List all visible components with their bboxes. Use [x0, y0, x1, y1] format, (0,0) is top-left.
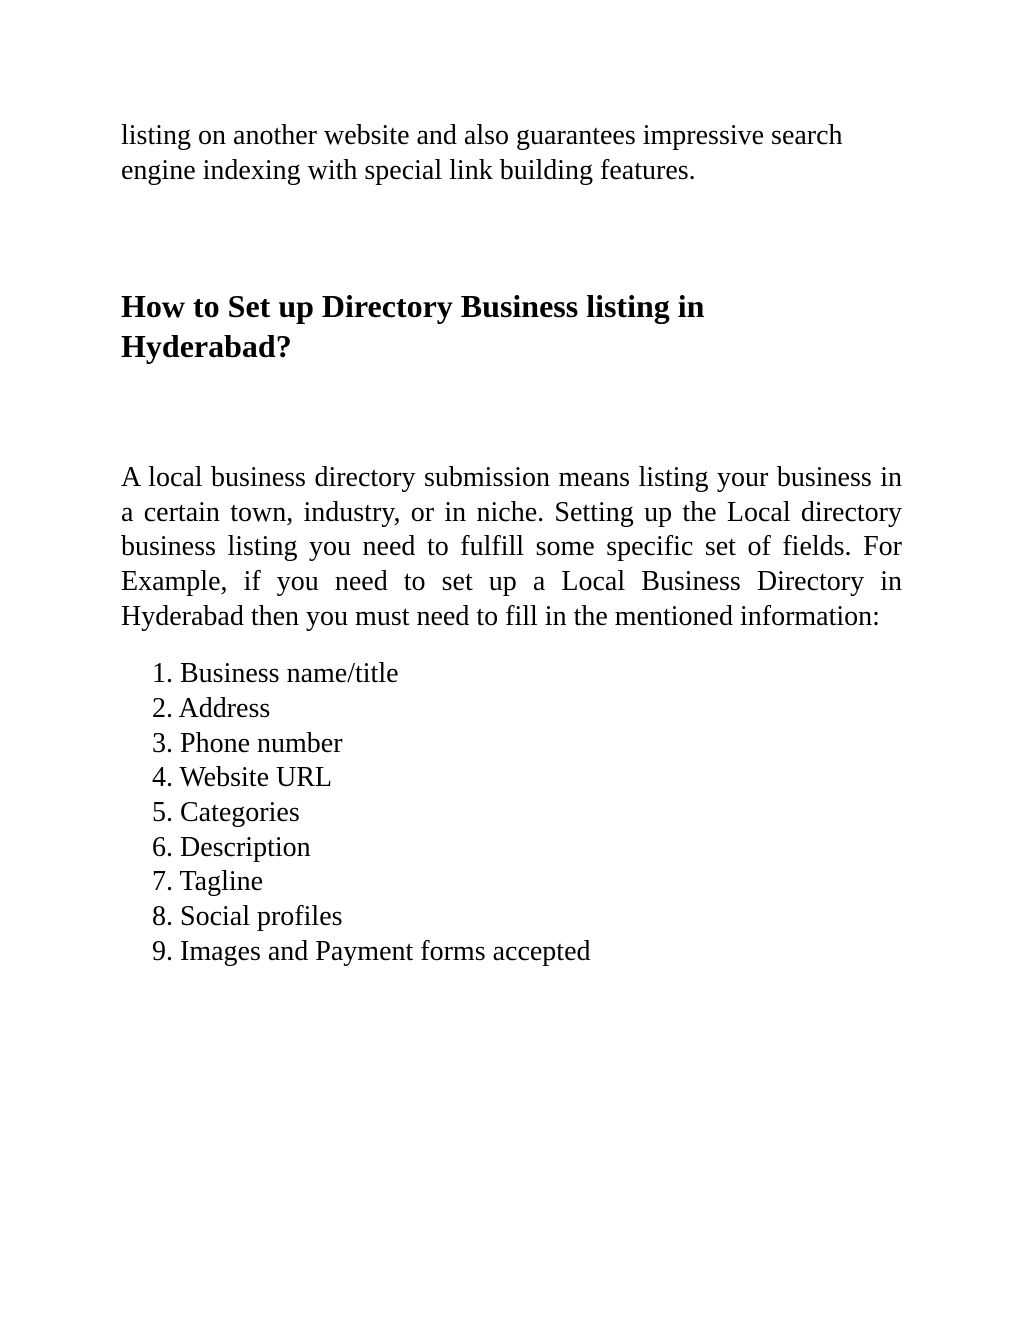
- list-item-text: Categories: [180, 796, 300, 828]
- list-item: [152, 761, 902, 796]
- list-item-number: 3.: [152, 727, 173, 759]
- section-heading: How to Set up Directory Business listing in Hyderabad?: [121, 288, 705, 365]
- document-content: [121, 119, 902, 969]
- body-paragraph: A local business directory submission means listing your business in a certain town, industry, or in niche. Setting up the Local directory business listing you need to fulfill some specific set of fields. For Example, if you need to set up a Local Business Directory in Hyderabad then you must need to fill in the mentioned information:: [121, 462, 902, 632]
- intro-paragraph: listing on another website and also guarantees impressive search engine indexing with special link building features.: [121, 120, 843, 186]
- list-item-text: Social profiles: [180, 901, 343, 933]
- list-item-number: 9.: [152, 935, 173, 967]
- list-item-number: 2.: [152, 692, 173, 724]
- list-item: [152, 831, 902, 866]
- list-item-text: Tagline: [179, 866, 264, 898]
- list-item-text: Business name/title: [180, 658, 399, 690]
- list-item: [152, 727, 902, 762]
- list-item-text: Phone number: [180, 727, 343, 759]
- list-item-number: 1.: [152, 658, 173, 690]
- list-item-text: Images and Payment forms accepted: [180, 935, 591, 967]
- list-item: [152, 900, 902, 935]
- list-item: [152, 935, 902, 970]
- list-item: [152, 657, 902, 692]
- list-item-number: 4.: [152, 762, 173, 794]
- list-item: [152, 692, 902, 727]
- required-fields-list: [121, 657, 902, 969]
- list-item-number: 8.: [152, 901, 173, 933]
- list-item-number: 7.: [152, 866, 173, 898]
- list-item-number: 6.: [152, 831, 173, 863]
- list-item: [152, 796, 902, 831]
- list-item-text: Website URL: [179, 762, 332, 794]
- list-item-text: Description: [180, 831, 311, 863]
- list-item: [152, 865, 902, 900]
- list-item-text: Address: [178, 692, 271, 724]
- list-item-number: 5.: [152, 796, 173, 828]
